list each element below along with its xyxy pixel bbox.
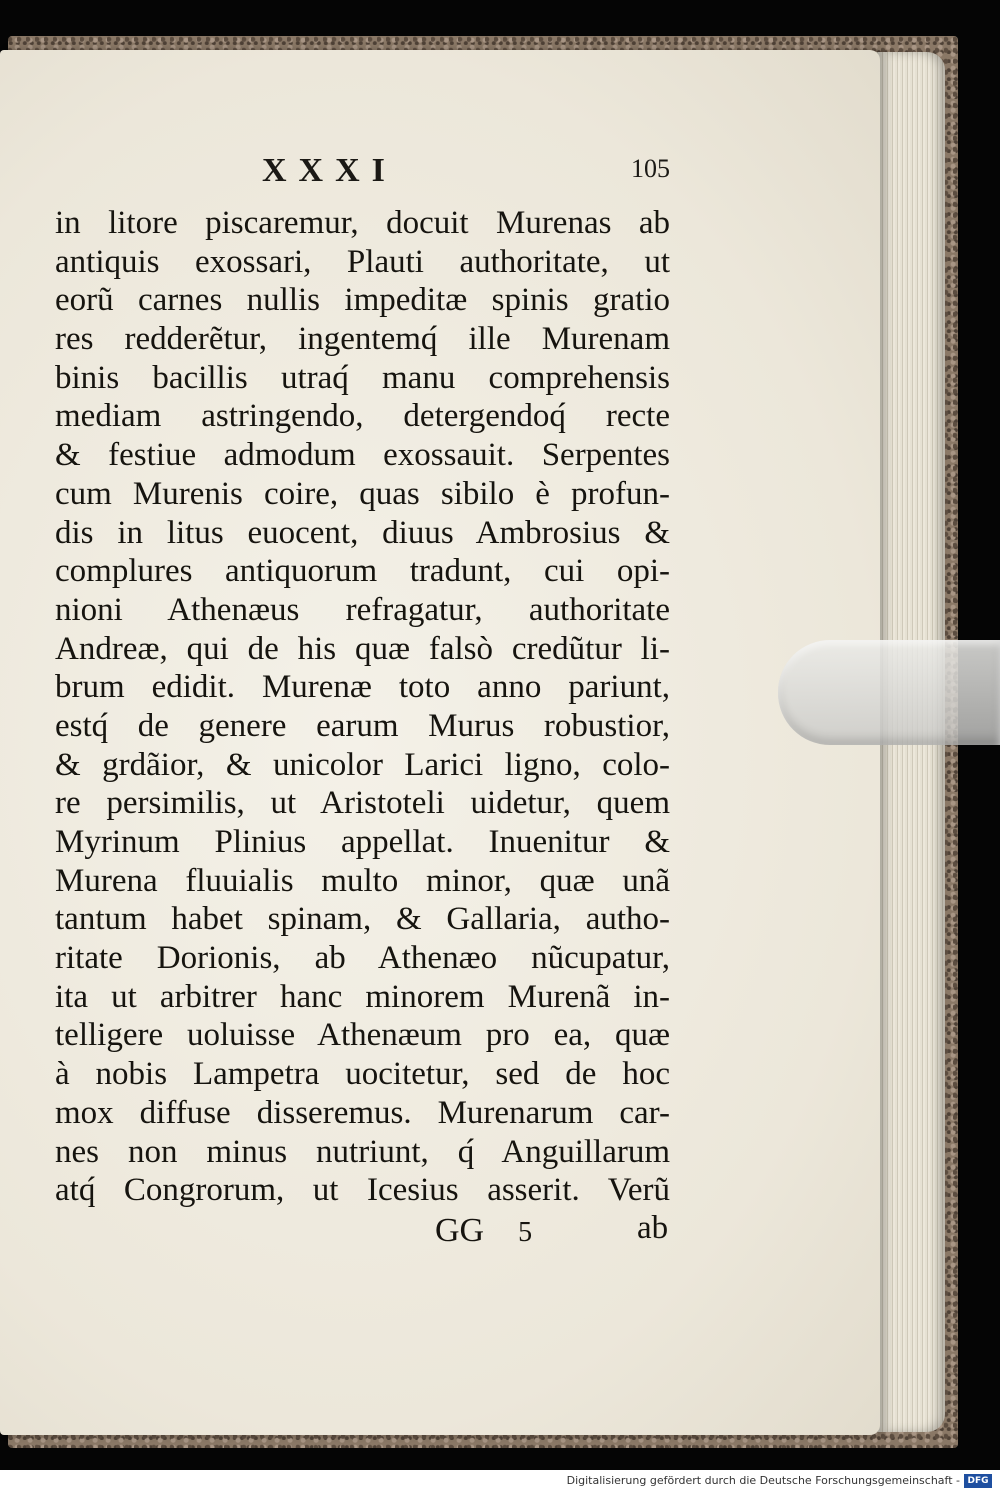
text-line: dis in litus euocent, diuus Ambrosius & bbox=[55, 514, 670, 551]
signature-mark bbox=[435, 1212, 532, 1250]
folio-number: 105 bbox=[631, 154, 670, 183]
text-line: cum Murenis coire, quas sibilo è profun- bbox=[55, 475, 670, 512]
text-line: & festiue admodum exossauit. Serpentes bbox=[55, 437, 670, 474]
chapter-number: XXXI bbox=[262, 152, 397, 189]
text-line: antiquis exossari, Plauti authoritate, ut bbox=[55, 243, 670, 280]
body-text bbox=[55, 204, 670, 1210]
text-line: Myrinum Plinius appellat. Inuenitur & bbox=[55, 824, 670, 860]
signature-letters: GG bbox=[435, 1212, 485, 1249]
footer-credit: Digitalisierung gefördert durch die Deutsche Forschungsgemeinschaft - bbox=[566, 1474, 960, 1487]
text-line: tantum habet spinam, & Gallaria, autho- bbox=[55, 901, 670, 938]
text-line: mox diffuse disseremus. Murenarum car- bbox=[55, 1094, 670, 1131]
text-line: à nobis Lampetra uocitetur, sed de hoc bbox=[55, 1056, 670, 1093]
text-line: eorũ carnes nullis impeditæ spinis gratio bbox=[55, 282, 670, 319]
text-line: nioni Athenæus refragatur, authoritate bbox=[55, 591, 670, 628]
text-line: re persimilis, ut Aristoteli uidetur, quem bbox=[55, 785, 670, 822]
text-line: telligere uoluisse Athenæum pro ea, quæ bbox=[55, 1017, 670, 1054]
text-line: in litore piscaremur, docuit Murenas ab bbox=[55, 205, 670, 241]
text-line: res redderẽtur, ingentemq́ ille Murenam bbox=[55, 321, 670, 358]
running-head bbox=[262, 152, 682, 192]
text-line: brum edidit. Murenæ toto anno pariunt, bbox=[55, 669, 670, 706]
text-line: nes non minus nutriunt, q́ Anguillarum bbox=[55, 1133, 670, 1170]
text-line: estq́ de genere earum Murus robustior, bbox=[55, 707, 670, 744]
footer-bar bbox=[0, 1470, 1000, 1495]
text-line: mediam astringendo, detergendoq́ recte bbox=[55, 398, 670, 435]
dfg-logo-icon: DFG bbox=[964, 1474, 992, 1488]
text-line: & grdãior, & unicolor Larici ligno, colo- bbox=[55, 746, 670, 783]
text-line: ritate Dorionis, ab Athenæo nũcupatur, bbox=[55, 940, 670, 977]
catchword: ab bbox=[637, 1210, 669, 1246]
text-line: complures antiquorum tradunt, cui opi- bbox=[55, 553, 670, 590]
signature-number: 5 bbox=[518, 1217, 533, 1248]
text-line: Murena fluuialis multo minor, quæ unã bbox=[55, 862, 670, 899]
text-line: Andreæ, qui de his quæ falsò credũtur li- bbox=[55, 630, 670, 667]
text-line: ita ut arbitrer hanc minorem Murenã in- bbox=[55, 978, 670, 1015]
text-line: binis bacillis utraq́ manu comprehensis bbox=[55, 359, 670, 396]
page-clip bbox=[778, 640, 1000, 745]
text-line: atq́ Congrorum, ut Icesius asserit. Verũ bbox=[55, 1172, 670, 1209]
